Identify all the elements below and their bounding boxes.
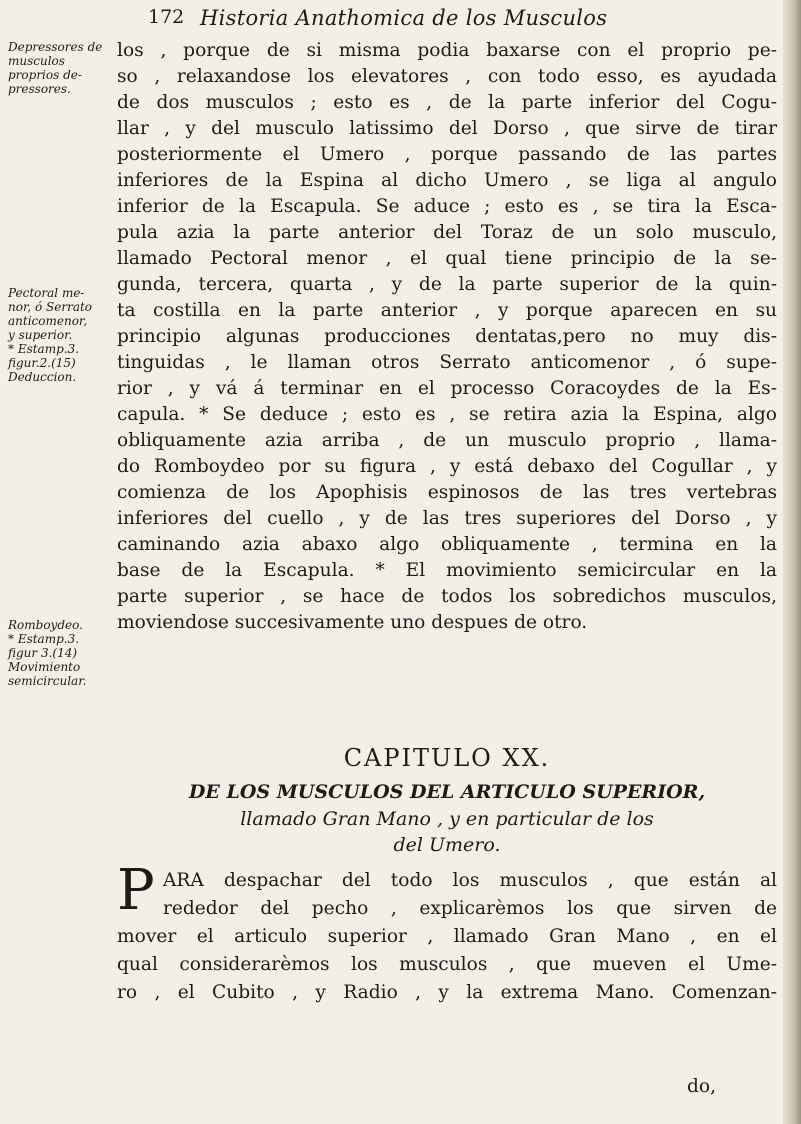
drop-cap: P [117,858,155,923]
margin-note-pectoral: Pectoral me- nor, ó Serrato anticomenor, y superior. * Estamp.3. figur.2.(15) Deduccion. [8,286,93,384]
text-line: so , relaxandose los elevatores , con todo esso, es ayudada [117,66,777,87]
text-line: pula azia la parte anterior del Toraz de un solo musculo, [117,222,777,243]
margin-note-depressores: Depressores de musculos proprios de- pressores. [8,40,103,96]
text-line: mover el articulo superior , llamado Gran Mano , en el [117,926,777,947]
chapter-subtitle: del Umero. [393,834,501,856]
text-line: ro , el Cubito , y Radio , y la extrema Mano. Comenzan- [117,982,777,1003]
text-line: rededor del pecho , explicarèmos los que sirven de [163,898,777,919]
text-line: do Romboydeo por su figura , y está debaxo del Cogullar , y [117,456,777,477]
text-line: de dos musculos ; esto es , de la parte inferior del Cogu- [117,92,777,113]
text-line: qual considerarèmos los musculos , que mueven el Ume- [117,954,777,975]
chapter-subtitle: llamado Gran Mano , y en particular de los [240,808,654,830]
text-line: inferior de la Escapula. Se aduce ; esto es , se tira la Esca- [117,196,777,217]
page-edge [783,0,801,1124]
page-number: 172 [148,6,185,28]
text-line: inferiores del cuello , y de las tres superiores del Dorso , y [117,508,777,529]
text-line: capula. * Se deduce ; esto es , se retira azia la Espina, algo [117,404,777,425]
text-line: parte superior , se hace de todos los sobredichos musculos, [117,586,777,607]
text-line: comienza de los Apophisis espinosos de las tres vertebras [117,482,777,503]
text-line: rior , y vá á terminar en el processo Coracoydes de la Es- [117,378,777,399]
text-line: inferiores de la Espina al dicho Umero , se liga al angulo [117,170,777,191]
text-line: moviendose succesivamente uno despues de otro. [117,612,588,633]
text-line: base de la Escapula. * El movimiento semicircular en la [117,560,777,581]
text-line: los , porque de si misma podia baxarse con el proprio pe- [117,40,777,61]
running-head: Historia Anathomica de los Musculos [200,6,608,30]
text-line: llamado Pectoral menor , el qual tiene principio de la se- [117,248,777,269]
text-line: ta costilla en la parte anterior , y porque aparecen en su [117,300,777,321]
text-line: principio algunas producciones dentatas,pero no muy dis- [117,326,777,347]
text-line: obliquamente azia arriba , de un musculo proprio , llama- [117,430,777,451]
text-line: posteriormente el Umero , porque passando de las partes [117,144,777,165]
text-line: ARA despachar del todo los musculos , que están al [163,870,777,891]
text-line: gunda, tercera, quarta , y de la parte superior de la quin- [117,274,777,295]
text-line: llar , y del musculo latissimo del Dorso , que sirve de tirar [117,118,777,139]
chapter-title: CAPITULO XX. [343,744,551,772]
text-line: caminando azia abaxo algo obliquamente , termina en la [117,534,777,555]
page-header [0,6,801,38]
catchword: do, [687,1076,717,1097]
text-line: tinguidas , le llaman otros Serrato anticomenor , ó supe- [117,352,777,373]
margin-note-romboydeo: Romboydeo. * Estamp.3. figur 3.(14) Movimiento semicircular. [8,618,87,688]
chapter-subtitle: DE LOS MUSCULOS DEL ARTICULO SUPERIOR, [188,781,706,803]
